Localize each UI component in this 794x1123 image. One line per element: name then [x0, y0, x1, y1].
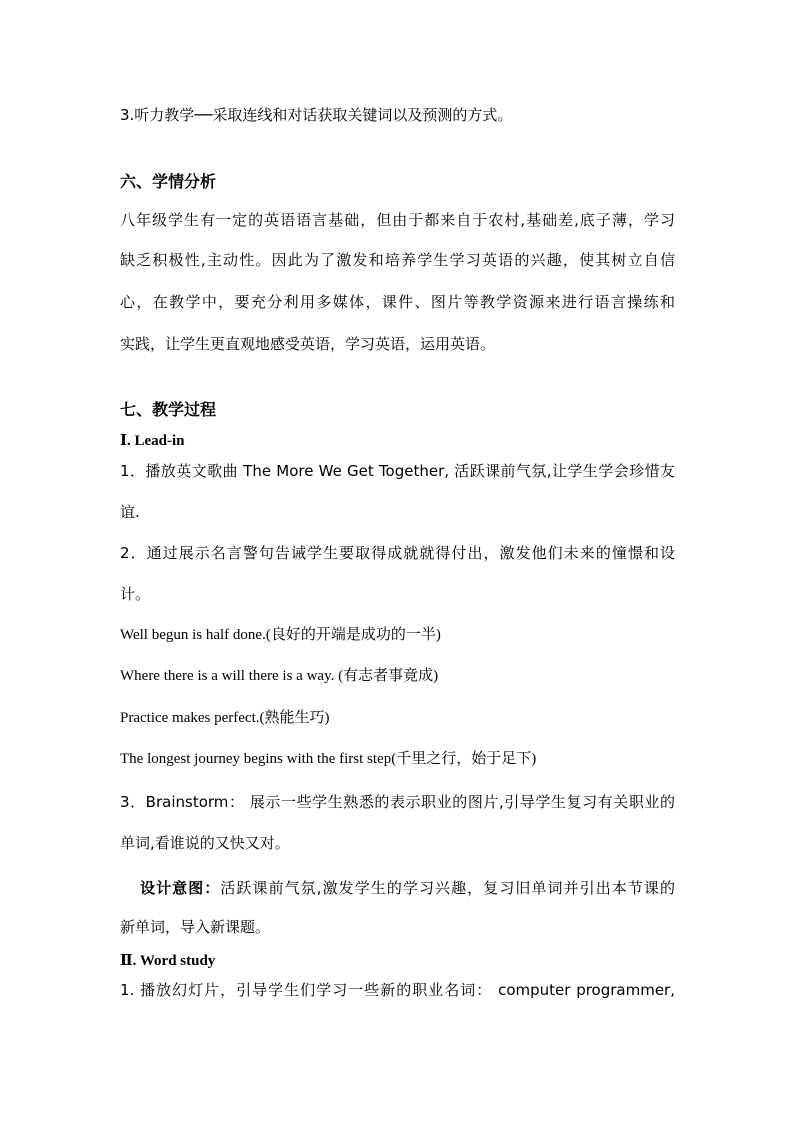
quote-line: Well begun is half done.(良好的开端是成功的一半): [120, 627, 441, 643]
section-6-paragraph-line: 八年级学生有一定的英语语言基础，但由于都来自于农村,基础差,底子薄，学习: [120, 211, 675, 229]
section-6-paragraph-line: 心，在教学中，要充分利用多媒体，课件、图片等教学资源来进行语言操练和: [120, 293, 675, 311]
word-study-heading: Ⅱ. Word study: [120, 953, 216, 969]
section-6-paragraph-line: 缺乏积极性,主动性。因此为了激发和培养学生学习英语的兴趣，使其树立自信: [120, 251, 675, 269]
lead-in-item-2: 2．通过展示名言警句告诫学生要取得成就就得付出，激发他们未来的憧憬和设: [120, 544, 675, 562]
lead-in-item-1-continued: 谊.: [120, 503, 140, 521]
lead-in-item-1: 1．播放英文歌曲 The More We Get Together, 活跃课前气氛,让学生学会珍惜友: [120, 462, 675, 480]
word-study-item-1: 1. 播放幻灯片，引导学生们学习一些新的职业名词： computer programmer,: [120, 981, 675, 999]
section-6-heading: 六、学情分析: [120, 172, 217, 191]
quote-line: Where there is a will there is a way. (有志者事竟成): [120, 668, 439, 684]
lead-in-item-3-continued: 单词,看谁说的又快又对。: [120, 834, 290, 852]
lead-in-heading: Ⅰ. Lead-in: [120, 433, 185, 449]
section-6-paragraph-line: 实践，让学生更直观地感受英语，学习英语，运用英语。: [120, 335, 496, 353]
lead-in-item-2-continued: 计。: [120, 585, 151, 603]
section-7-heading: 七、教学过程: [120, 400, 217, 419]
design-intent-line: [140, 878, 675, 898]
design-intent-continued: 新单词，导入新课题。: [120, 918, 271, 936]
lead-in-item-3: 3．Brainstorm： 展示一些学生熟悉的表示职业的图片,引导学生复习有关职业的: [120, 793, 675, 811]
quote-line: Practice makes perfect.(熟能生巧): [120, 710, 330, 726]
design-intent-label: 设计意图：: [140, 879, 221, 897]
design-intent-text: 活跃课前气氛,激发学生的学习兴趣，复习旧单词并引出本节课的: [220, 879, 675, 897]
quote-line: The longest journey begins with the first step(千里之行，始于足下): [120, 751, 537, 767]
listening-teaching-line: 3.听力教学──采取连线和对话获取关键词以及预测的方式。: [120, 106, 513, 124]
